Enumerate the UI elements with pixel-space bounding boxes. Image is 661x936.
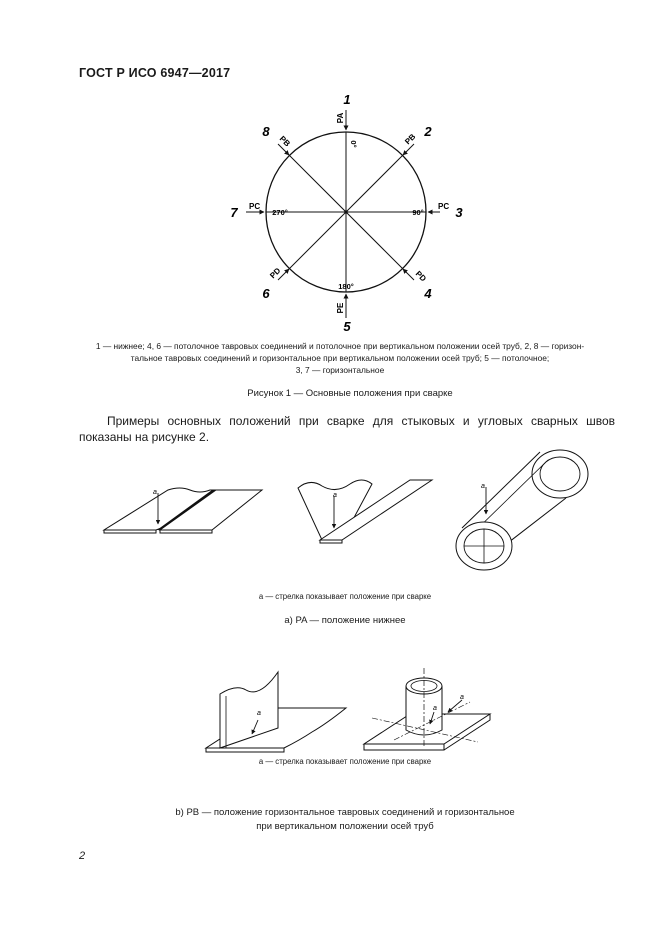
page-number: 2 bbox=[79, 850, 86, 862]
figure-2b-caption-line-1: b) PB — положение горизонтальное тавровых соединений и горизонтальное bbox=[175, 807, 515, 818]
position-number-6: 6 bbox=[262, 286, 270, 301]
marker-a-4: a bbox=[257, 710, 261, 717]
figure-2a-caption: a) PA — положение нижнее bbox=[284, 615, 406, 626]
marker-a-2: a bbox=[333, 492, 337, 499]
marker-a-3: a bbox=[481, 483, 485, 490]
legend-line-3: 3, 7 — горизонтальное bbox=[295, 365, 385, 375]
angle-270: 270° bbox=[272, 208, 288, 217]
figure-1-positions-diagram bbox=[220, 85, 480, 335]
document-header: ГОСТ Р ИСО 6947—2017 bbox=[79, 66, 231, 80]
figure-2b-note: a — стрелка показывает положение при сварке bbox=[258, 757, 432, 766]
marker-a-6: a bbox=[460, 694, 464, 701]
code-pa: PA bbox=[336, 112, 345, 124]
position-number-2: 2 bbox=[424, 124, 432, 139]
angle-180: 180° bbox=[338, 282, 354, 291]
code-pd-right: PD bbox=[413, 269, 428, 284]
body-paragraph: Примеры основных положений при сварке для стыковых и угловых сварных швов показаны на рисунке 2. bbox=[79, 414, 615, 444]
legend-line-1: 1 — нижнее; 4, 6 — потолочное тавровых соединений и потолочное при вертикальном положении осей труб, 2, 8 — горизон- bbox=[95, 341, 585, 351]
legend-line-2: тальное тавровых соединений и горизонтальное при вертикальном положении осей труб; 5 — потолочное; bbox=[130, 353, 550, 363]
figure-2a-drawings bbox=[100, 448, 600, 583]
position-number-1: 1 bbox=[343, 92, 351, 107]
marker-a-1: a bbox=[153, 489, 157, 496]
figure-2b-caption bbox=[120, 806, 570, 834]
code-pb-left: PB bbox=[277, 134, 292, 149]
figure-2b-caption-line-2: при вертикальном положении осей труб bbox=[256, 821, 434, 832]
code-pc-right: PC bbox=[438, 202, 450, 211]
position-number-4: 4 bbox=[424, 286, 432, 301]
code-pb-right: PB bbox=[403, 132, 418, 147]
code-pd-left: PD bbox=[268, 266, 283, 281]
angle-0: 0° bbox=[349, 140, 358, 148]
position-number-5: 5 bbox=[343, 319, 351, 334]
figure-1-caption: Рисунок 1 — Основные положения при сварке bbox=[247, 388, 453, 399]
figure-2b-drawings bbox=[200, 662, 500, 762]
code-pc-left: PC bbox=[249, 202, 261, 211]
code-pe: PE bbox=[336, 302, 345, 314]
marker-a-5: a bbox=[433, 705, 437, 712]
position-number-7: 7 bbox=[230, 205, 238, 220]
angle-90: 90° bbox=[412, 208, 424, 217]
figure-1-legend bbox=[60, 340, 620, 376]
position-number-8: 8 bbox=[262, 124, 270, 139]
position-number-3: 3 bbox=[455, 205, 463, 220]
figure-2a-note: a — стрелка показывает положение при сварке bbox=[258, 592, 432, 601]
arrow-pd-right bbox=[403, 269, 414, 280]
